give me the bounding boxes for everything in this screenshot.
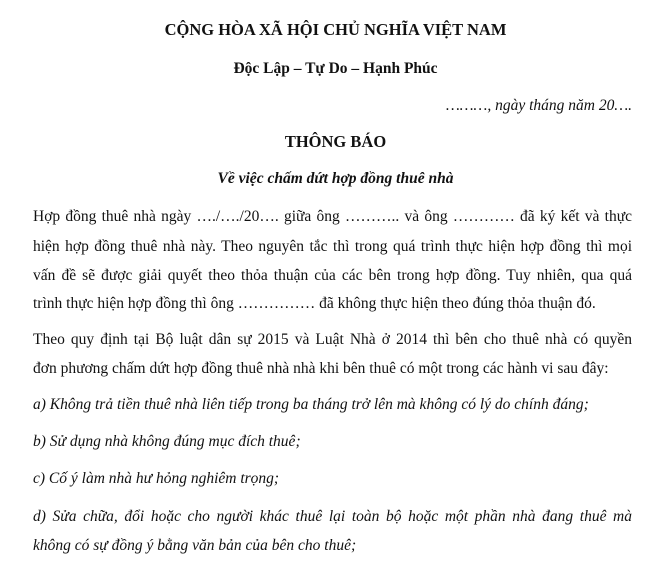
paragraph2-line: đơn phương chấm dứt hợp đồng thuê nhà nhà khi bên thuê có một trong các hành vi sau đây: (33, 360, 609, 377)
item-b: b) Sử dụng nhà không đúng mục đích thuê; (33, 433, 301, 450)
paragraph2-line: Theo quy định tại Bộ luật dân sự 2015 và Luật Nhà ở 2014 thì bên cho thuê nhà có quyền (33, 331, 632, 348)
motto: Độc Lập – Tự Do – Hạnh Phúc (233, 60, 438, 77)
paragraph1-line: trình thực hiện hợp đồng thì ông …………… đã không thực hiện theo đúng thỏa thuận đó. (33, 295, 596, 312)
item-c: c) Cố ý làm nhà hư hỏng nghiêm trọng; (33, 470, 280, 487)
date-line: ………, ngày tháng năm 20…. (445, 97, 632, 114)
item-d-line: không có sự đồng ý bằng văn bản của bên cho thuê; (33, 537, 357, 554)
document-title: THÔNG BÁO (284, 132, 387, 151)
document-subject: Về việc chấm dứt hợp đồng thuê nhà (217, 170, 454, 187)
item-d-line: d) Sửa chữa, đổi hoặc cho người khác thuê lại toàn bộ hoặc một phần nhà đang thuê mà (33, 508, 632, 525)
paragraph1-line: Hợp đồng thuê nhà ngày …./…./20…. giữa ông ……….. và ông ………… đã ký kết và thực (33, 208, 632, 225)
paragraph1-line: hiện hợp đồng thuê nhà này. Theo nguyên tắc thì trong quá trình thực hiện hợp đồng thì mọi (33, 238, 632, 255)
paragraph1-line: vấn đề sẽ được giải quyết theo thỏa thuận của các bên trong hợp đồng. Tuy nhiên, qua quá (33, 267, 632, 284)
nation-heading: CỘNG HÒA XÃ HỘI CHỦ NGHĨA VIỆT NAM (164, 20, 507, 39)
item-a: a) Không trả tiền thuê nhà liên tiếp trong ba tháng trở lên mà không có lý do chính đáng; (33, 396, 589, 413)
